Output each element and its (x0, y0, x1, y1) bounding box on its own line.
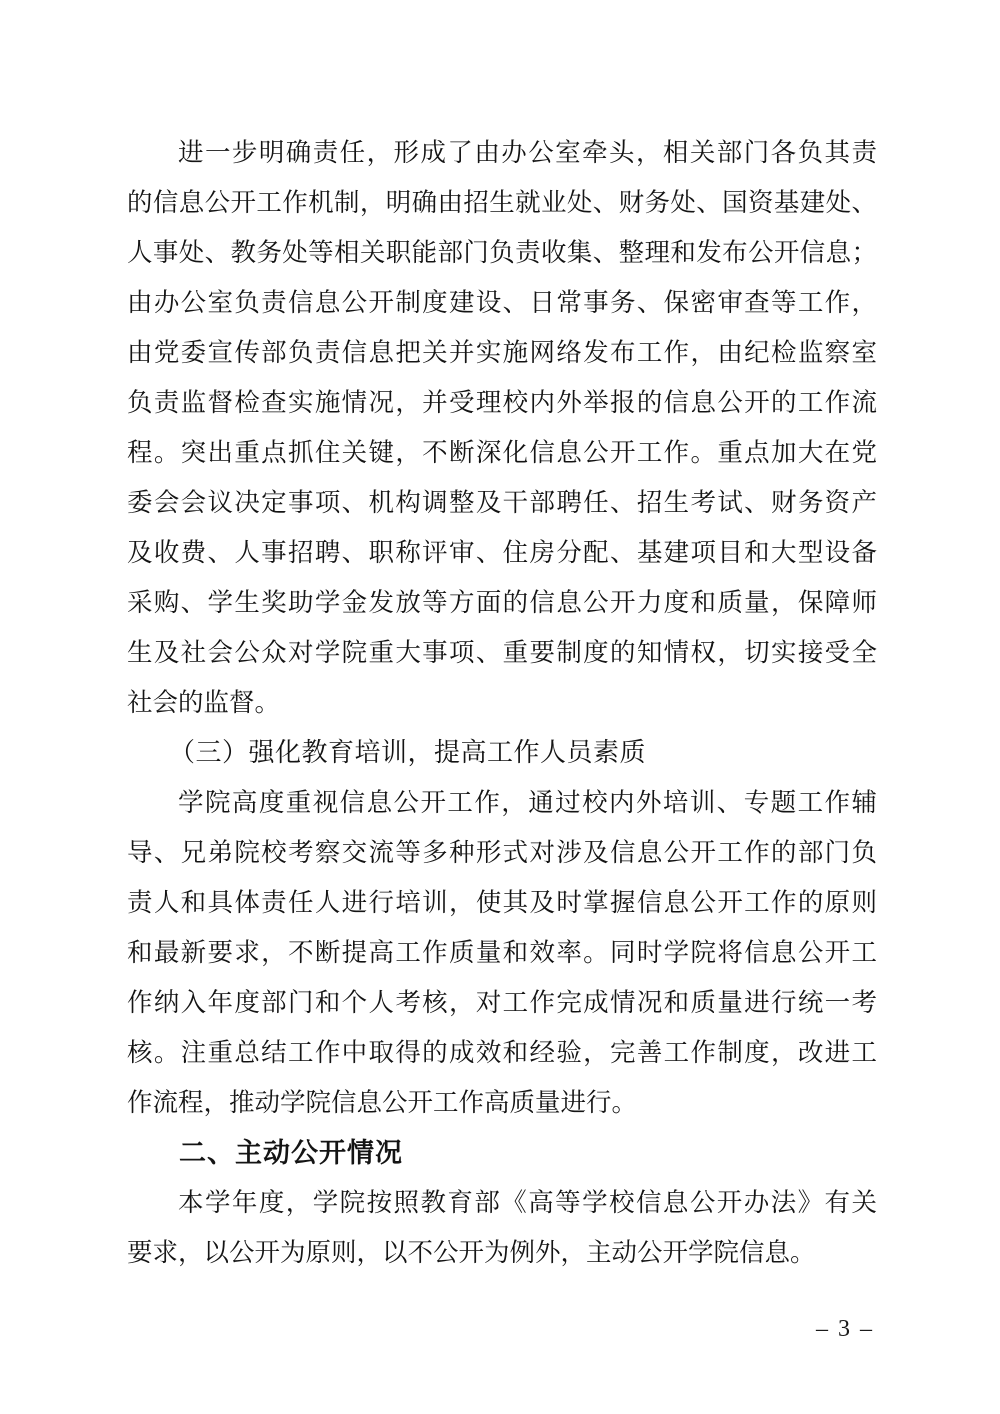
text-line: 和最新要求，不断提高工作质量和效率。同时学院将信息公开工 (127, 938, 877, 967)
text-line: 采购、学生奖助学金发放等方面的信息公开力度和质量，保障师 (127, 588, 877, 617)
text-line: 人事处、教务处等相关职能部门负责收集、整理和发布公开信息； (127, 238, 877, 267)
text-line: 程。突出重点抓住关键，不断深化信息公开工作。重点加大在党 (127, 438, 877, 467)
text-line: 委会会议决定事项、机构调整及干部聘任、招生考试、财务资产 (127, 488, 877, 517)
document-body (127, 128, 877, 1278)
text-line: 由党委宣传部负责信息把关并实施网络发布工作，由纪检监察室 (127, 338, 877, 367)
text-line: 进一步明确责任，形成了由办公室牵头，相关部门各负其责 (178, 138, 877, 167)
section-heading-2-active-disclosure: 二、主动公开情况 (179, 1138, 403, 1168)
text-line: 负责监督检查实施情况，并受理校内外举报的信息公开的工作流 (127, 388, 877, 417)
section-heading-3-training: （三）强化教育培训，提高工作人员素质 (169, 738, 647, 767)
text-line: 要求，以公开为原则，以不公开为例外，主动公开学院信息。 (127, 1238, 816, 1267)
text-line: 作流程，推动学院信息公开工作高质量进行。 (127, 1088, 638, 1117)
paragraph-disclosure-principle (127, 1178, 877, 1278)
text-line: 核。注重总结工作中取得的成效和经验，完善工作制度，改进工 (127, 1038, 877, 1067)
text-line: 由办公室负责信息公开制度建设、日常事务、保密审查等工作， (127, 288, 877, 317)
text-line: 责人和具体责任人进行培训，使其及时掌握信息公开工作的原则 (127, 888, 877, 917)
text-line: 本学年度，学院按照教育部《高等学校信息公开办法》有关 (178, 1188, 877, 1217)
text-line: 学院高度重视信息公开工作，通过校内外培训、专题工作辅 (178, 788, 877, 817)
text-line: 及收费、人事招聘、职称评审、住房分配、基建项目和大型设备 (127, 538, 877, 567)
paragraph-responsibility-mechanism (127, 128, 877, 728)
text-line: 的信息公开工作机制，明确由招生就业处、财务处、国资基建处、 (127, 188, 877, 217)
section-heading-2-active-disclosure (127, 1128, 877, 1178)
text-line: 生及社会公众对学院重大事项、重要制度的知情权，切实接受全 (127, 638, 877, 667)
section-heading-3-training (127, 728, 877, 778)
text-line: 作纳入年度部门和个人考核，对工作完成情况和质量进行统一考 (127, 988, 877, 1017)
page-number: – 3 – (816, 1316, 874, 1342)
text-line: 社会的监督。 (127, 688, 281, 717)
paragraph-training-detail (127, 778, 877, 1128)
text-line: 导、兄弟院校考察交流等多种形式对涉及信息公开工作的部门负 (127, 838, 877, 867)
